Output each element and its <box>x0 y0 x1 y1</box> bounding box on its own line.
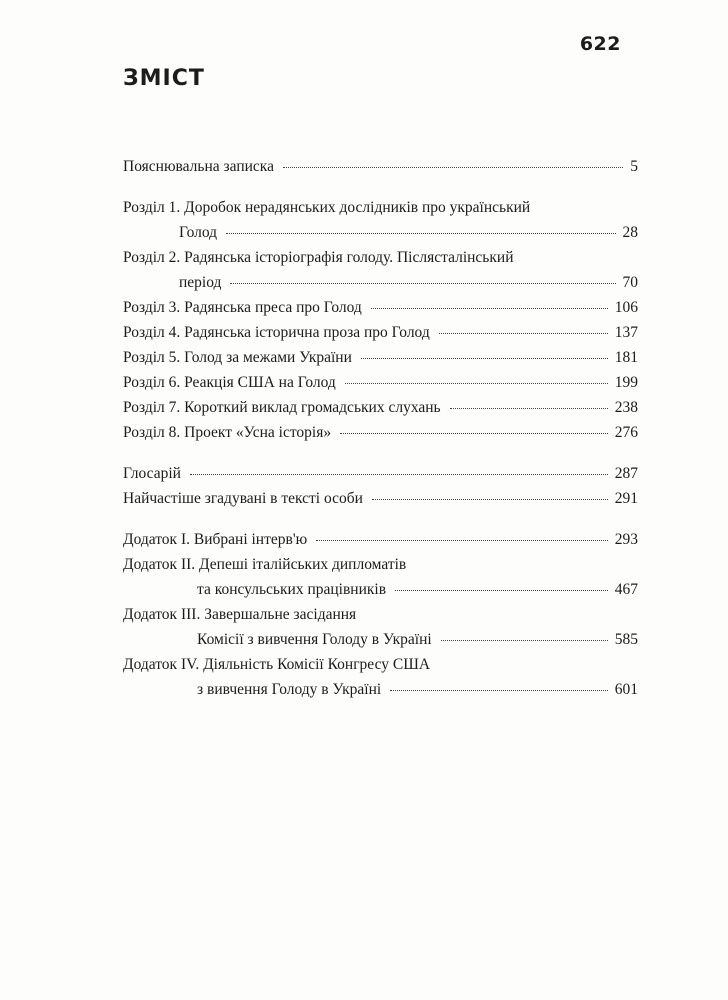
toc-entry-title: Найчастіше згадувані в тексті особи <box>123 490 363 507</box>
toc-entry[interactable] <box>123 245 638 295</box>
toc-entry-title: Розділ 6. Реакція США на Голод <box>123 374 336 391</box>
toc-page-number: 585 <box>614 631 638 648</box>
toc-page-number: 70 <box>622 274 638 291</box>
toc-page-number: 137 <box>614 324 638 341</box>
toc-page-number: 106 <box>614 299 638 316</box>
toc-page-number: 601 <box>614 681 638 698</box>
leader-dots <box>372 498 608 500</box>
toc-entry[interactable] <box>123 320 638 345</box>
toc-page-number: 287 <box>614 465 638 482</box>
leader-dots <box>316 539 608 541</box>
toc-entry-title-continued: з вивчення Голоду в Україні <box>197 681 382 698</box>
toc-entry[interactable] <box>123 154 638 179</box>
leader-dots <box>340 432 608 434</box>
toc-entry-title: Додаток IV. Діяльність Комісії Конгресу США <box>123 656 431 673</box>
toc-entry-title: Пояснювальна записка <box>123 158 274 175</box>
toc-entry[interactable] <box>123 195 638 245</box>
toc-entry-title-continued: та консульських працівників <box>197 581 387 598</box>
toc-page-number: 5 <box>630 158 638 175</box>
leader-dots <box>190 473 608 475</box>
toc-entry-title: Додаток III. Завершальне засідання <box>123 606 357 623</box>
leader-dots <box>395 589 608 591</box>
toc-entry[interactable] <box>123 527 638 552</box>
toc-page-number: 28 <box>622 224 638 241</box>
toc-entry-title: Розділ 1. Доробок нерадянських дослідників про український <box>123 199 531 216</box>
toc-page-number: 291 <box>614 490 638 507</box>
toc-entry[interactable] <box>123 486 638 511</box>
leader-dots <box>283 166 623 168</box>
toc-entry-title: Розділ 7. Короткий виклад громадських слухань <box>123 399 441 416</box>
toc-entry-title: Додаток I. Вибрані інтерв'ю <box>123 531 308 548</box>
toc-entry-title: Додаток II. Депеші італійських дипломатів <box>123 556 407 573</box>
leader-dots <box>226 232 615 234</box>
toc-entry-title: Розділ 5. Голод за межами України <box>123 349 352 366</box>
toc-entry-title-continued: період <box>179 274 222 291</box>
toc-entry[interactable] <box>123 652 638 702</box>
page-title: ЗМІСТ <box>123 66 205 91</box>
toc-page-number: 181 <box>614 349 638 366</box>
toc-entry-title: Розділ 2. Радянська історіографія голоду. Післясталінський <box>123 249 514 266</box>
page-number: 622 <box>579 33 621 55</box>
toc-entry-title-continued: Комісії з вивчення Голоду в Україні <box>197 631 432 648</box>
toc-entry[interactable] <box>123 345 638 370</box>
toc-group-reference <box>123 461 638 511</box>
leader-dots <box>345 382 608 384</box>
toc-entry[interactable] <box>123 461 638 486</box>
leader-dots <box>390 689 608 691</box>
toc-entry[interactable] <box>123 552 638 602</box>
leader-dots <box>230 282 615 284</box>
toc-entry-title: Розділ 4. Радянська історична проза про Голод <box>123 324 430 341</box>
toc-page-number: 199 <box>614 374 638 391</box>
toc-entry[interactable] <box>123 295 638 320</box>
toc-entry-title: Розділ 3. Радянська преса про Голод <box>123 299 362 316</box>
toc-group-chapters <box>123 195 638 445</box>
toc-entry-title: Розділ 8. Проект «Усна історія» <box>123 424 332 441</box>
toc-entry[interactable] <box>123 395 638 420</box>
toc-page-number: 293 <box>614 531 638 548</box>
toc-group-appendices <box>123 527 638 702</box>
toc-page-number: 238 <box>614 399 638 416</box>
table-of-contents <box>123 154 638 718</box>
toc-page-number: 467 <box>614 581 638 598</box>
toc-entry[interactable] <box>123 420 638 445</box>
toc-page-number: 276 <box>614 424 638 441</box>
leader-dots <box>439 332 608 334</box>
leader-dots <box>361 357 608 359</box>
toc-entry[interactable] <box>123 370 638 395</box>
toc-entry-title: Глосарій <box>123 465 181 482</box>
toc-group-intro <box>123 154 638 179</box>
leader-dots <box>371 307 608 309</box>
leader-dots <box>441 639 608 641</box>
toc-entry[interactable] <box>123 602 638 652</box>
toc-entry-title-continued: Голод <box>179 224 218 241</box>
leader-dots <box>450 407 608 409</box>
